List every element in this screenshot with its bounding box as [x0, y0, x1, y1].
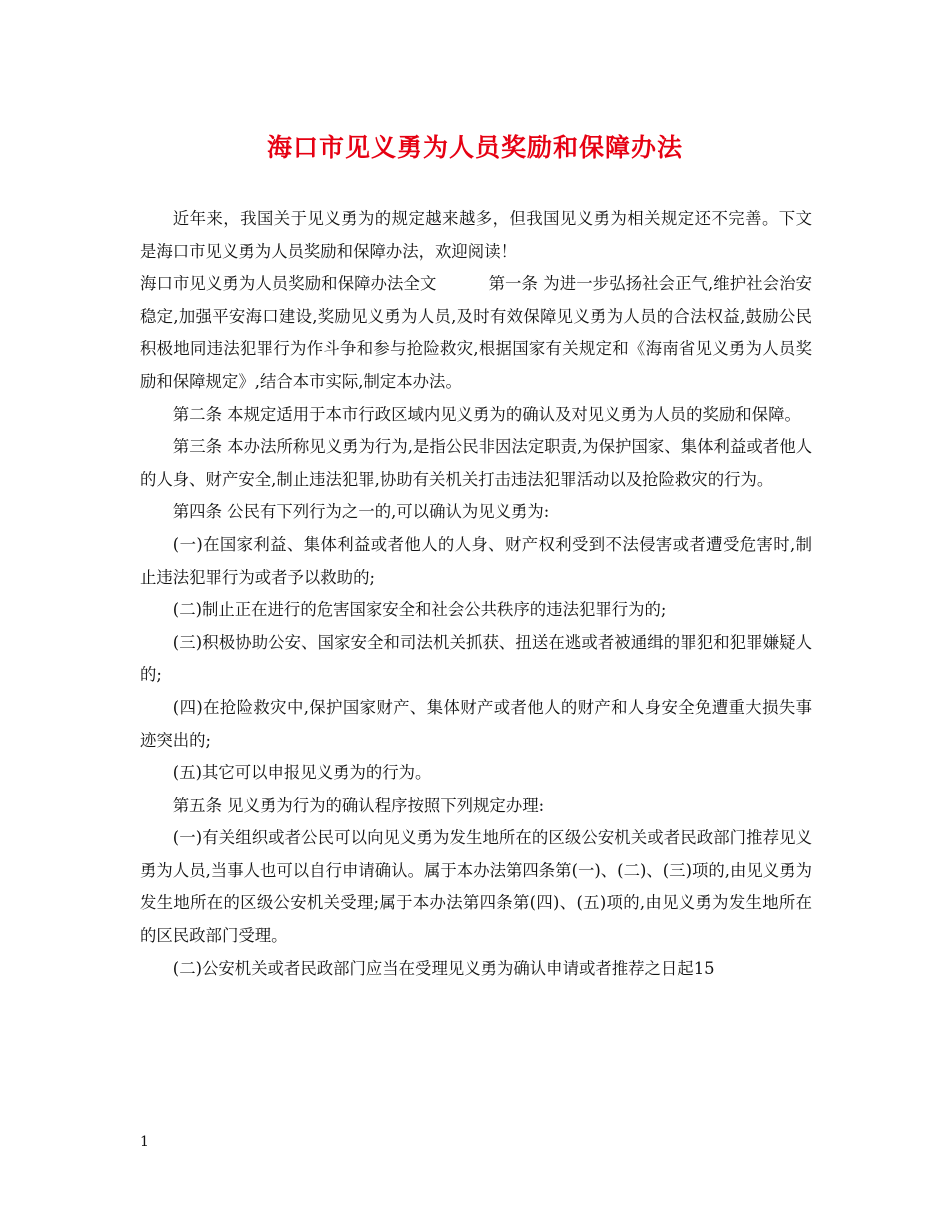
- intro-paragraph: 近年来，我国关于见义勇为的规定越来越多，但我国见义勇为相关规定还不完善。下文是海口市见义勇为人员奖励和保障办法，欢迎阅读！: [140, 209, 812, 261]
- article-5-item-2: (二)公安机关或者民政部门应当在受理见义勇为确认申请或者推荐之日起15: [172, 958, 715, 978]
- article-4-item-2: (二)制止正在进行的危害国家安全和社会公共秩序的违法犯罪行为的;: [172, 600, 667, 620]
- fulltext-heading: 海口市见义勇为人员奖励和保障办法全文: [140, 274, 437, 294]
- article-1-paragraph: [140, 268, 812, 398]
- article-4-item-5: (五)其它可以申报见义勇为的行为。: [172, 763, 432, 783]
- article-3-paragraph: 第三条 本办法所称见义勇为行为,是指公民非因法定职责,为保护国家、集体利益或者他人的人身、财产安全,制止违法犯罪,协助有关机关打击违法犯罪活动以及抢险救灾的行为。: [140, 437, 812, 489]
- article-5-item-1: (一)有关组织或者公民可以向见义勇为发生地所在的区级公安机关或者民政部门推荐见义勇为人员,当事人也可以自行申请确认。属于本办法第四条第(一)、(二)、(三)项的,由见义勇为发生地所在的区级公安机关受理;属于本办法第四条第(四)、(五)项的,由见义勇为发生地所在的区民政部门受理。: [140, 828, 812, 946]
- page-number: 1: [140, 1134, 149, 1150]
- article-2-paragraph: 第二条 本规定适用于本市行政区域内见义勇为的确认及对见义勇为人员的奖励和保障。: [172, 404, 801, 424]
- article-4-item-4: (四)在抢险救灾中,保护国家财产、集体财产或者他人的财产和人身安全免遭重大损失事迹突出的;: [140, 697, 812, 750]
- article-4-item-1: (一)在国家利益、集体利益或者他人的人身、财产权利受到不法侵害或者遭受危害时,制止违法犯罪行为或者予以救助的;: [140, 534, 812, 587]
- document-body: [140, 203, 812, 985]
- article-4-item-3: (三)积极协助公安、国家安全和司法机关抓获、扭送在逃或者被通缉的罪犯和犯罪嫌疑人的;: [140, 632, 812, 685]
- article-5-paragraph: 第五条 见义勇为行为的确认程序按照下列规定办理:: [172, 795, 545, 815]
- article-4-paragraph: 第四条 公民有下列行为之一的,可以确认为见义勇为:: [172, 502, 550, 522]
- article-1-text: 第一条 为进一步弘扬社会正气,维护社会治安稳定,加强平安海口建设,奖励见义勇为人员,及时有效保障见义勇为人员的合法权益,鼓励公民积极地同违法犯罪行为作斗争和参与抢险救灾,根据国家有关规定和《海南省见义勇为人员奖励和保障规定》,结合本市实际,制定本办法。: [140, 274, 813, 391]
- document-title: 海口市见义勇为人员奖励和保障办法: [266, 133, 683, 162]
